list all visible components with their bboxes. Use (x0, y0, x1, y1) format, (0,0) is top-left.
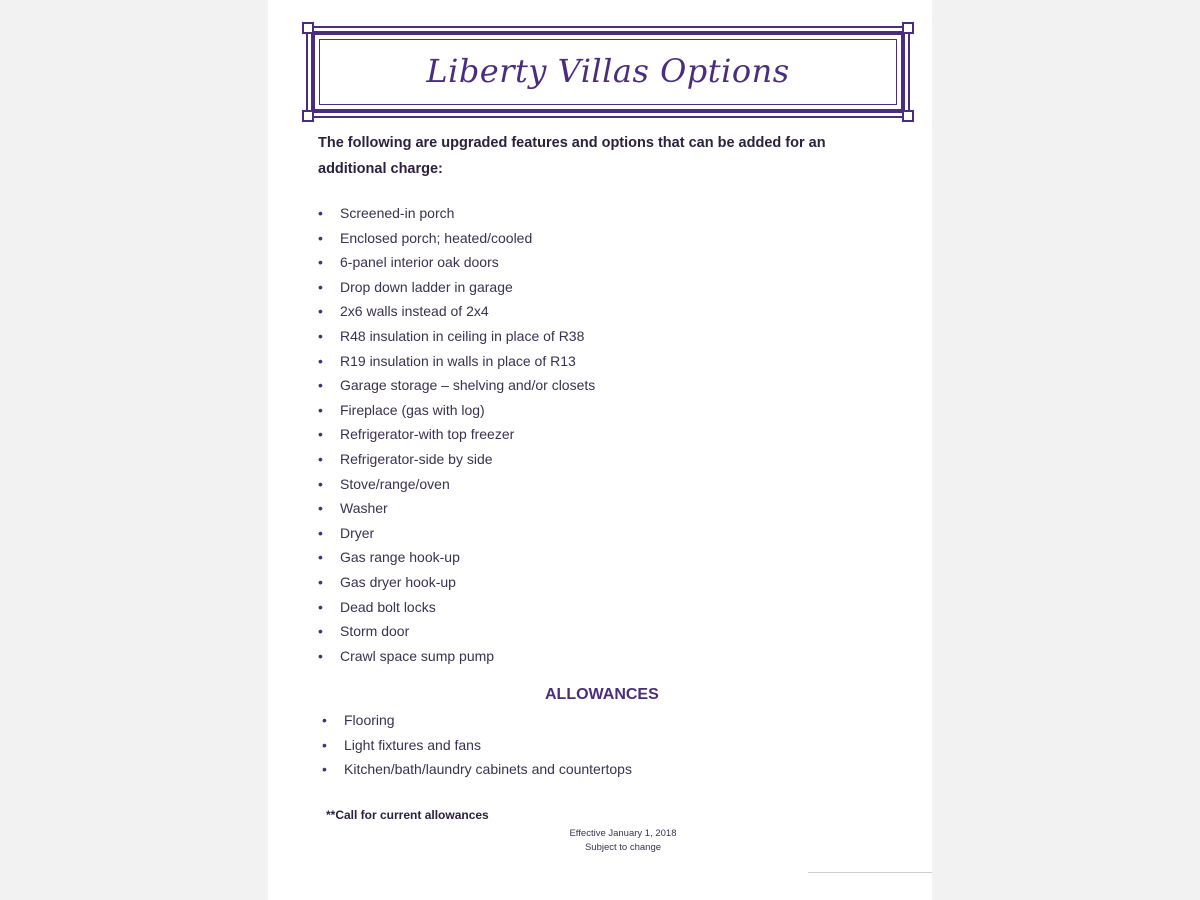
option-item (318, 201, 595, 226)
allowance-item-label: Flooring (344, 712, 395, 728)
option-item (318, 619, 595, 644)
option-item (318, 570, 595, 595)
effective-date: Effective January 1, 2018 (569, 828, 677, 839)
option-item-label: Stove/range/oven (340, 475, 450, 492)
page-title: Liberty Villas Options (426, 52, 790, 90)
option-item (318, 299, 595, 324)
option-item-label: Screened-in porch (340, 205, 455, 221)
bullet-icon: • (322, 761, 327, 778)
call-note: **Call for current allowances (326, 808, 489, 822)
allowance-item-label: Kitchen/bath/laundry cabinets and countertops (344, 761, 632, 778)
allowance-item (322, 757, 632, 782)
bullet-icon: • (318, 573, 323, 590)
bullet-icon: • (318, 475, 323, 492)
option-item (318, 545, 595, 570)
option-item (318, 324, 595, 349)
bullet-icon: • (318, 549, 323, 566)
option-item-label: Garage storage – shelving and/or closets (340, 377, 596, 394)
allowances-list (322, 708, 632, 782)
document-page (268, 0, 932, 900)
bullet-icon: • (318, 205, 323, 221)
allowances-heading: ALLOWANCES (545, 686, 659, 703)
option-item-label: Gas dryer hook-up (340, 573, 456, 590)
option-item (318, 422, 595, 447)
option-item-label: Enclosed porch; heated/cooled (340, 229, 533, 246)
bullet-icon: • (318, 278, 323, 295)
frame-corner-top-right (902, 22, 914, 34)
title-frame (306, 26, 910, 118)
bullet-icon: • (318, 647, 323, 664)
bullet-icon: • (318, 500, 323, 517)
option-item-label: Fireplace (gas with log) (340, 401, 485, 418)
option-item (318, 373, 595, 398)
bullet-icon: • (318, 401, 323, 418)
option-item (318, 250, 595, 275)
bullet-icon: • (318, 524, 323, 541)
bullet-icon: • (318, 327, 323, 344)
option-item-label: Crawl space sump pump (340, 647, 495, 664)
frame-corner-bottom-left (302, 110, 314, 122)
intro-text: The following are upgraded features and options that can be added for an additional charge: (318, 135, 826, 177)
option-item (318, 521, 595, 546)
option-item-label: R19 insulation in walls in place of R13 (340, 352, 576, 369)
option-item-label: Dead bolt locks (340, 598, 436, 615)
frame-corner-bottom-right (902, 110, 914, 122)
option-item-label: Refrigerator-side by side (340, 450, 493, 467)
bullet-icon: • (318, 623, 323, 640)
option-item (318, 349, 595, 374)
effective-note (558, 827, 688, 855)
bullet-icon: • (322, 736, 327, 753)
option-item (318, 275, 595, 300)
scan-artifact-line (808, 872, 932, 873)
bullet-icon: • (318, 303, 323, 320)
option-item-label: Refrigerator-with top freezer (340, 426, 515, 443)
option-item-label: Gas range hook-up (340, 549, 460, 566)
option-item-label: R48 insulation in ceiling in place of R38 (340, 327, 585, 344)
option-item-label: Storm door (340, 623, 410, 640)
option-item (318, 398, 595, 423)
option-item (318, 644, 595, 669)
bullet-icon: • (318, 377, 323, 394)
bullet-icon: • (318, 352, 323, 369)
bullet-icon: • (318, 229, 323, 246)
option-item (318, 226, 595, 251)
bullet-icon: • (318, 598, 323, 615)
frame-corner-top-left (302, 22, 314, 34)
options-list (318, 201, 595, 668)
option-item-label: 2x6 walls instead of 2x4 (340, 303, 489, 320)
option-item (318, 496, 595, 521)
allowance-item (322, 733, 632, 758)
subject-to-change: Subject to change (584, 842, 662, 853)
option-item (318, 472, 595, 497)
bullet-icon: • (318, 254, 323, 271)
bullet-icon: • (318, 426, 323, 443)
option-item-label: Washer (340, 500, 388, 517)
bullet-icon: • (318, 450, 323, 467)
allowance-item (322, 708, 632, 733)
option-item-label: 6-panel interior oak doors (340, 254, 499, 271)
allowance-item-label: Light fixtures and fans (344, 736, 481, 753)
bullet-icon: • (322, 712, 327, 728)
option-item-label: Dryer (340, 524, 375, 541)
option-item (318, 595, 595, 620)
option-item (318, 447, 595, 472)
option-item-label: Drop down ladder in garage (340, 278, 513, 295)
